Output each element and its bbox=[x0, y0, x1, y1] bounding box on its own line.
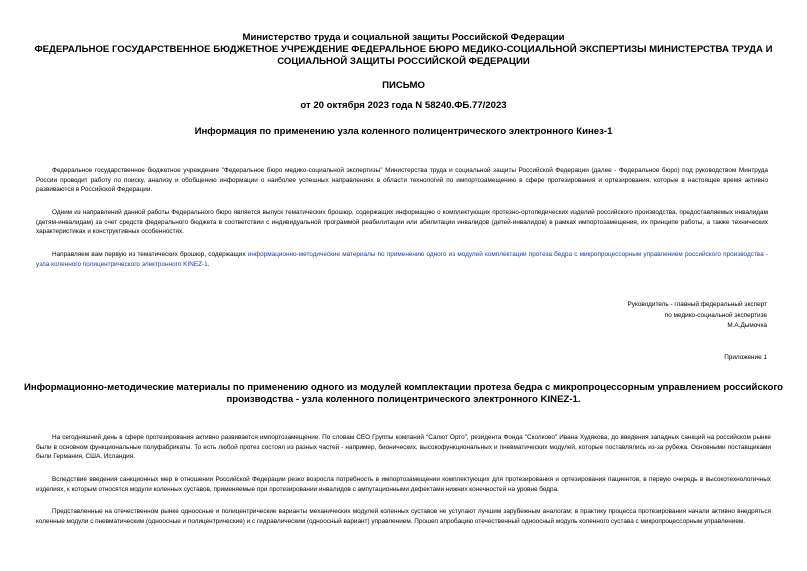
appendix-title-line1: Информационно-методические материалы по применению одного из модулей комплектации протеза бедра с микропроцессорным управлением российского bbox=[23, 382, 784, 393]
appendix-label: Приложение 1 bbox=[724, 354, 767, 361]
body-paragraph-3 bbox=[36, 250, 768, 269]
document-date-number: от 20 октября 2023 года N 58240.ФБ.77/2023 bbox=[300, 100, 507, 111]
body-paragraph-1: Федеральное государственное бюджетное учреждение "Федеральное бюро медико-социальной экспертизы" Министерства труда и социальной защиты Российской Федерации (далее - Федеральное бюро) под руководством Минтруда России проводит работу по поиску, анализу и обобщению информации о наиболее успешных направлениях в области технологий по импортозамещению в сфере протезирования и ортезирования, которые в настоящее время активно развиваются в Российской Федерации. bbox=[36, 167, 768, 194]
ministry-name: Министерство труда и социальной защиты Российской Федерации bbox=[242, 32, 565, 43]
body-paragraph-2: Одним из направлений данной работы Федерального бюро является выпуск тематических брошюр, содержащих информацию о комплектующих протезно-ортопедических изделий российского производства, предоставляемых инвалидам (детям-инвалидам) за счет средств федерального бюджета в соответствии с индивидуальной программой реабилитации или абилитации инвалидов (детей-инвалидов) в рамках импортозамещения, их принципе работы, а также технических характеристиках и конструктивных особенностях. bbox=[36, 209, 768, 236]
signature-title-line2: по медико-социальной экспертизе bbox=[664, 312, 767, 319]
appendix-paragraph-2: Вследствие введения санкционных мер в отношении Российской Федерации резко возросла потребность в импортозамещении комплектующих для протезирования и ортезирования пациентов, в первую очередь в высокотехнологичных изделиях, к которым относятся модули коленных суставов, применяемые при протезировании инвалидов с ампутационными дефектами нижних конечностей на уровне бедра. bbox=[36, 476, 771, 493]
paragraph-3-end: . bbox=[207, 260, 210, 268]
appendix-link[interactable]: информационно-методические материалы по применению одного из модулей комплектации протеза бедра с микропроцессорным управлением российского производства - узла коленного полицентрического электронного KINEZ-1 bbox=[36, 251, 768, 268]
paragraph-3-text: Направляем вам первую из тематических брошюр, содержащих bbox=[52, 251, 248, 258]
document-subject: Информация по применению узла коленного полицентрического электронного Кинез-1 bbox=[194, 126, 613, 137]
appendix-title-line2: производства - узла коленного полицентрического электронного KINEZ-1. bbox=[226, 394, 581, 405]
document-type: ПИСЬМО bbox=[382, 80, 425, 91]
signature-title-line1: Руководитель - главный федеральный эксперт bbox=[627, 301, 767, 308]
appendix-paragraph-1: На сегодняшний день в сфере протезирования активно развивается импортозамещение. По словам CEO Группы компаний "Салют Орто", резидента Фонда "Сколково" Ивана Худякова, до введения западных санкций на российском рынке были в основном функциональные полуфабрикаты. То есть любой протез состоял из разных частей - например, бионических, высокофункциональных и пневматических модулей, которые поставлялись из-за рубежа. Основными поставщиками были Германия, США, Исландия. bbox=[36, 434, 771, 461]
institution-name-line1: ФЕДЕРАЛЬНОЕ ГОСУДАРСТВЕННОЕ БЮДЖЕТНОЕ УЧРЕЖДЕНИЕ ФЕДЕРАЛЬНОЕ БЮРО МЕДИКО-СОЦИАЛЬНОЙ ЭКСПЕРТИЗЫ МИНИСТЕРСТВА ТРУДА И bbox=[34, 44, 773, 55]
appendix-paragraph-3: Представленные на отечественном рынке одноосные и полицентрические варианты механических модулей коленных суставов не уступают лучшим зарубежным аналогам; в практику процесса протезирования начали активно внедряться коленные модули с пневматическим (одноосные и полицентрические) и с гидравлическим (одноосный вариант) управлением. Прошел апробацию отечественный одноосный модуль коленного сустава с микропроцессорным управлением. bbox=[36, 508, 771, 525]
institution-name-line2: СОЦИАЛЬНОЙ ЗАЩИТЫ РОССИЙСКОЙ ФЕДЕРАЦИИ bbox=[277, 56, 530, 67]
signature-name: М.А.Дымочка bbox=[727, 322, 767, 329]
